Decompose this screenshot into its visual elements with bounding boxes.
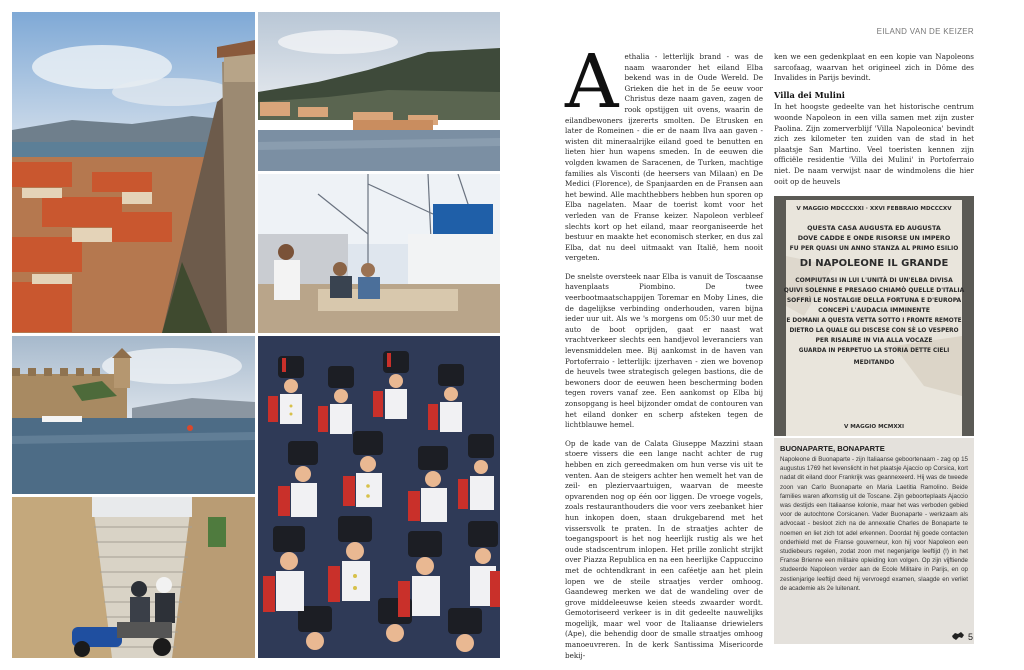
photo-portoferraio-rooftops bbox=[12, 12, 255, 333]
plaque-line-14: MEDITANDO bbox=[853, 359, 895, 366]
page-number-area bbox=[952, 632, 973, 642]
article-paragraph-1 bbox=[565, 39, 763, 264]
article-paragraph-5: In het hoogste gedeelte van het historische centrum woonde Napoleon in een villa samen met zijn zuster Paolina. Zijn zomerverblijf 'Villa Napoleonica' bevindt zich zes kilometer ten zuiden van de stad in het plaatsje San Martino. Veel toeristen kennen zijn officiële residentie 'Villa dei Mulini' in Portoferraio niet. De naam verwijst naar de windmolens die hier ooit op de heuvels bbox=[774, 102, 974, 186]
plaque-line-10: E DOMANI A QUESTA VETTA SOTTO I FRONTE REMOTE bbox=[786, 318, 962, 324]
sidebar-box bbox=[774, 438, 974, 644]
page-number: 5 bbox=[968, 632, 974, 642]
drop-cap: A bbox=[565, 39, 619, 125]
plaque-line-12: PER RISALIRE IN VIA ALLA VOCAZE bbox=[815, 337, 933, 344]
article-paragraph-1-text: ethalia - letterlijk brand - was de naam waaronder het eiland Elba bekend was in de Oude Wereld. De Grieken die het in de 5e eeuw voor Christus deze naam gaven, zagen de rook opstijgen uit ovens, waarin de eilandbewoners ijzererts smolten. De Etrusken en later de Romeinen - die er de naam Ilva aan gaven - wisten dit mineraalrijke eiland goed te benutten en lieten hier hun wapens smeden. In de eeuwen die volgden kwamen de Saracenen, de Turken, machtige families als Visconti (de heersers van Milaan) en De Medici (Florence), de Spanjaarden en de Fransen aan het bewind. Alle machthebbers hebben hun sporen op Elba nagelaten. Maar de toerist komt voor het verleden van de Franse keizer. Napoleon verbleef slechts kort op het eiland, maar reorganiseerde het bestuur en maakte het economisch sterker, en dus zal Elba, dat nu deel uitmaakt van Italië, hem nooit vergeten. bbox=[565, 52, 763, 263]
plaque-line-6: COMPIUTASI IN LUI L'UNITÀ DI UN'ELBA DIVISA bbox=[795, 277, 953, 284]
plaque-line-13: GUARDA IN PERPETUO LA STORIA DETTE CIELI bbox=[798, 348, 950, 354]
plaque-line-9: CONCEPÌ L'AUDACIA IMMINENTE bbox=[818, 307, 930, 314]
elba-island-icon bbox=[952, 632, 964, 642]
plaque-line-3: DOVE CADDE E ONDE RISORSE UN IMPERO bbox=[797, 234, 951, 242]
plaque-line-4: FU PER QUASI UN ANNO STANZA AL PRIMO ESILIO bbox=[789, 245, 959, 252]
subheading-villa-dei-mulini: Villa dei Mulini bbox=[774, 89, 845, 100]
plaque-line-5: DI NAPOLEONE IL GRANDE bbox=[799, 258, 949, 269]
photo-toy-soldiers bbox=[258, 336, 500, 658]
running-header: EILAND VAN DE KEIZER bbox=[876, 27, 974, 36]
photo-harbor-fort-hills bbox=[258, 12, 500, 171]
plaque-line-7: QUIVI SOLENNE E PRESAGO CHIAMÒ QUELLE D'ITALIA bbox=[783, 287, 965, 294]
plaque-line-8: SOFFRÌ LE NOSTALGIE DELLA FORTUNA E D'EUROPA bbox=[786, 297, 962, 304]
plaque-line-2: QUESTA CASA AUGUSTA ED AUGUSTA bbox=[807, 224, 941, 232]
sidebar-text: Napoleone di Buonaparte - zijn Italiaanse geboortenaam - zag op 15 augustus 1769 het levenslicht in het plaatsje Ajaccio op Corsica, kort nadat dit eiland door Frankrijk was geannexeerd. Hij was de tweede zoon van Carlo Buonaparte en Maria Laetitia Ramolino. Beide families waren afkomstig uit de Toscane. Zijn geboorteplaats Ajaccio was destijds een Italiaanse kolonie, maar het was verboden gebied voor de autochtone Corsicanen. Vader Buonaparte - werkzaam als advocaat - besloot zich na de annexatie Charles de Bonaparte te noemen en liet zich tot adel erkennen. Doordat hij goede contacten onderhield met de Franse gouverneur, kon hij voor Napoleon een studiebeurs regelen, zodat zoon met negenjarige leeftijd (!) in het Franse Brienne een militaire opleiding kon volgen. Op zijn vijftiende studeerde Napoleon verder aan de Ecole Militaire in Parijs, en op zestienjarige leeftijd deed hij vervroegd examen, slaagde en verliet de academie als 2e luitenant. bbox=[780, 456, 968, 592]
photo-fishermen-on-boat bbox=[258, 174, 500, 333]
article-column-2 bbox=[774, 52, 974, 195]
plaque-line-15: V MAGGIO MCMXXI bbox=[843, 424, 905, 430]
photo-stepped-street-scooter bbox=[12, 497, 255, 658]
article-paragraph-4: ken we een gedenkplaat en een kopie van Napoleons sarcofaag, waarvan het origineel zich in Dôme des Invalides in Parijs bevindt. bbox=[774, 52, 974, 83]
photo-marble-plaque bbox=[774, 196, 974, 436]
article-paragraph-3: Op de kade van de Calata Giuseppe Mazzini staan stoere vissers die een lange nacht achter de rug hebben en zich gereedmaken om hun verse vis uit te venten. Aan de steigers achter hen wemelt het van de zeil- en pleziervaartuigen, waarvan de meeste opvarenden nog op één oor liggen. De vroege vogels, zoals restauranthouders die voor vers zeebanket hier hun inkopen doen, staan drukgebarend met het vissersvolk te praten. In de straatjes achter de toegangspoort is het nog heerlijk rustig als we het oude stadscentrum inlopen. Het prille zonlicht strijkt over Piazza Republica en na een heerlijke Cappuccino met de ochtendkrant in een caféetje aan het plein lopen we de steile straatjes verder omhoog. Gaandeweg merken we dat de wandeling over de grove middeleeuwse keien steeds zwaarder wordt. Gemotoriseerd verkeer is in dit gedeelte nauwelijks mogelijk, maar wel voor de Italiaanse driewielers (Ape), die behendig door de smalle straatjes omhoog manoeuvreren. In de kerk Santissima Misericorde bekij- bbox=[565, 438, 763, 660]
photo-coastal-fortress-tower bbox=[12, 336, 255, 494]
plaque-line-11: DIETRO LA QUALE GLI DISCESE CON SÈ LO VESPERO bbox=[789, 328, 959, 334]
article-column-1 bbox=[565, 39, 763, 669]
sidebar-title: BUONAPARTE, BONAPARTE bbox=[780, 444, 885, 453]
plaque-line-1: V MAGGIO MDCCCXXI · XXVI FEBBRAIO MDCCCXV bbox=[796, 206, 952, 212]
article-paragraph-2: De snelste oversteek naar Elba is vanuit de Toscaanse havenplaats Piombino. De twee veerbootmaatschappijen Toremar en Moby Lines, die de dagelijkse verbinding onderhouden, varen bijna ieder uur uit. Als we 's morgens om 05:30 uur met de auto de boot oprijden, gaat er naast wat vrachtverkeer slechts een handjevol leveranciers van levensmiddelen mee. Bij aankomst in de haven van Portoferraio - letterlijk: ijzerhaven - zien we bovenop de heuvels twee strategisch gelegen bastions, die de bewoners door de eeuwen heen bescherming boden tegen rovers vanaf zee. Een aankomst op Elba bij zonsopgang is heel bijzonder omdat de contouren van het eiland donker en scherp afsteken tegen de lichtblauwe hemel. bbox=[565, 271, 763, 430]
